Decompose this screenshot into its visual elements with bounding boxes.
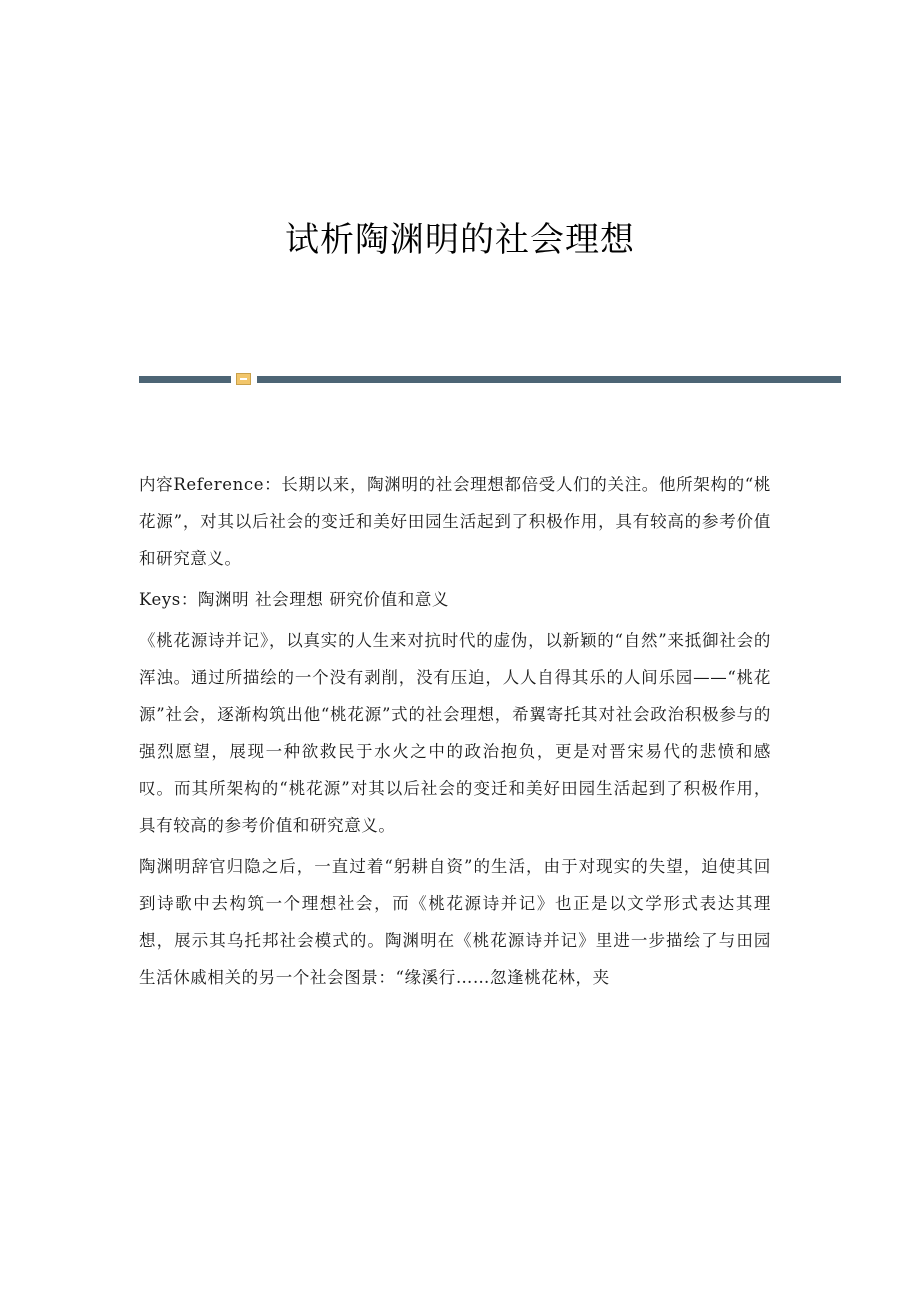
abstract-paragraph: 内容Reference：长期以来，陶渊明的社会理想都倍受人们的关注。他所架构的“桃花源”，对其以后社会的变迁和美好田园生活起到了积极作用，具有较高的参考价值和研究意义。: [139, 475, 771, 568]
ornament-icon: [236, 373, 251, 385]
divider-bar-right: [257, 376, 841, 383]
body-paragraph: 《桃花源诗并记》，以真实的人生来对抗时代的虚伪，以新颖的“自然”来抵御社会的浑浊。通过所描绘的一个没有剥削，没有压迫，人人自得其乐的人间乐园——“桃花源”社会，逐渐构筑出他“桃花源”式的社会理想，希翼寄托其对社会政治积极参与的强烈愿望，展现一种欲救民于水火之中的政治抱负，更是对晋宋易代的悲愤和感叹。而其所架构的“桃花源”对其以后社会的变迁和美好田园生活起到了积极作用，具有较高的参考价值和研究意义。: [139, 631, 771, 835]
body-paragraph: 陶渊明辞官归隐之后，一直过着“躬耕自资”的生活，由于对现实的失望，迫使其回到诗歌中去构筑一个理想社会，而《桃花源诗并记》也正是以文学形式表达其理想，展示其乌托邦社会模式的。陶渊明在《桃花源诗并记》里进一步描绘了与田园生活休戚相关的另一个社会图景：“缘溪行……忽逢桃花林，夹: [139, 857, 771, 987]
divider-bar-left: [139, 376, 231, 383]
document-title: 试析陶渊明的社会理想: [285, 220, 635, 260]
document-body: [139, 466, 771, 1000]
title-divider: [139, 373, 841, 385]
keywords-paragraph: Keys：陶渊明 社会理想 研究价值和意义: [139, 590, 450, 609]
